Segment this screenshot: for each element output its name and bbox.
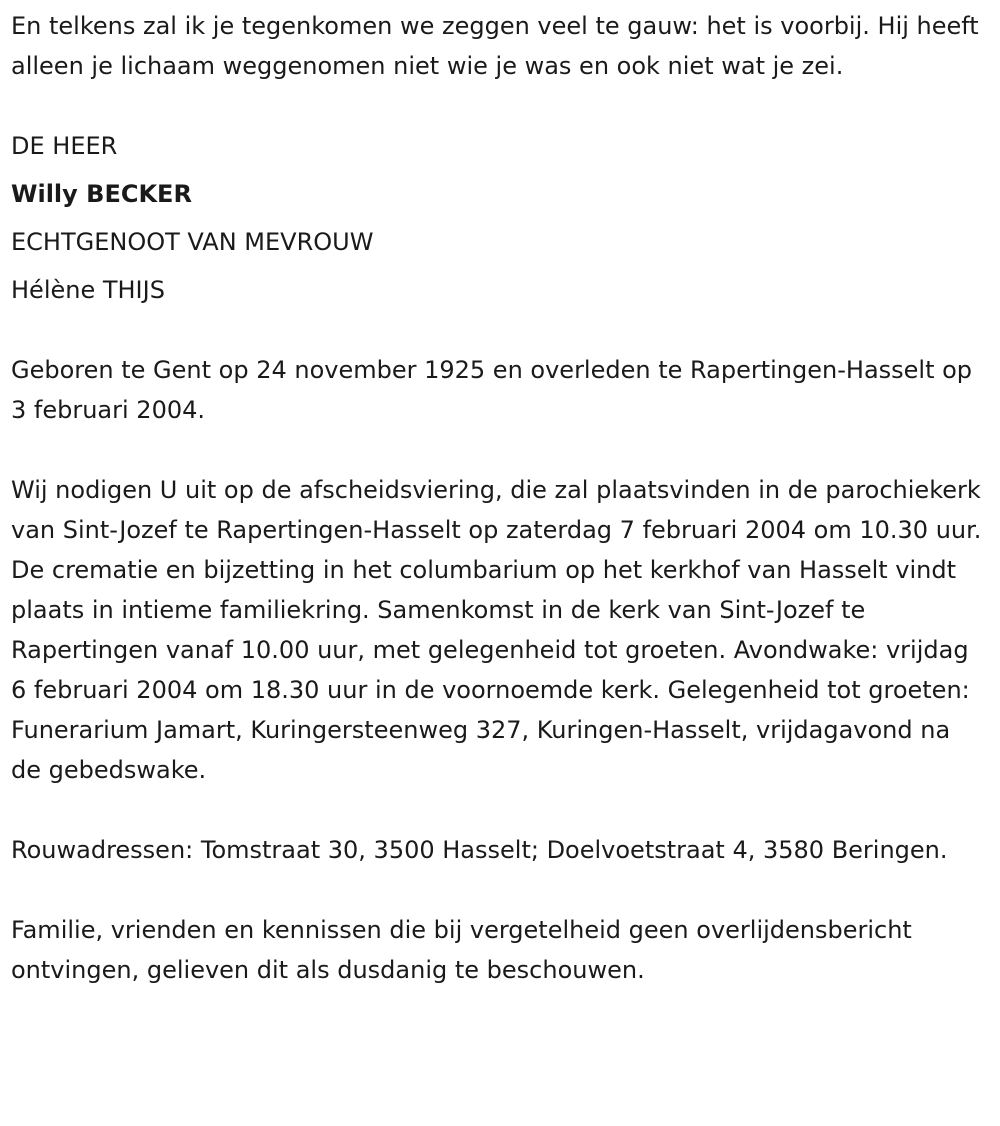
closing-note-paragraph: Familie, vrienden en kennissen die bij vergetelheid geen overlijdensbericht ontvingen, gelieven dit als dusdanig te beschouwen. (11, 916, 912, 984)
spacer (11, 870, 986, 910)
deceased-name: Willy BECKER (11, 180, 192, 208)
spouse-name: Hélène THIJS (11, 276, 165, 304)
ceremony-paragraph: Wij nodigen U uit op de afscheidsviering, die zal plaatsvinden in de parochiekerk van Sint-Jozef te Rapertingen-Hasselt op zaterdag 7 februari 2004 om 10.30 uur. De crematie en bijzetting in het columbarium op het kerkhof van Hasselt vindt plaats in intieme familiekring. Samenkomst in de kerk van Sint-Jozef te Rapertingen vanaf 10.00 uur, met gelegenheid tot groeten. Avondwake: vrijdag 6 februari 2004 om 18.30 uur in de voornoemde kerk. Gelegenheid tot groeten: Funerarium Jamart, Kuringersteenweg 327, Kuringen-Hasselt, vrijdagavond na de gebedswake. (11, 476, 982, 784)
names-block (11, 122, 986, 314)
spouse-label: ECHTGENOOT VAN MEVROUW (11, 228, 374, 256)
obituary-notice (11, 6, 986, 990)
title-line: DE HEER (11, 132, 118, 160)
spacer (11, 310, 986, 350)
birth-death-paragraph: Geboren te Gent op 24 november 1925 en overleden te Rapertingen-Hasselt op 3 februari 2004. (11, 356, 973, 424)
spacer (11, 790, 986, 830)
addresses-paragraph: Rouwadressen: Tomstraat 30, 3500 Hasselt; Doelvoetstraat 4, 3580 Beringen. (11, 836, 948, 864)
memorial-poem: En telkens zal ik je tegenkomen we zeggen veel te gauw: het is voorbij. Hij heeft alleen je lichaam weggenomen niet wie je was en ook niet wat je zei. (11, 12, 979, 80)
spacer (11, 430, 986, 470)
spacer (11, 86, 986, 126)
